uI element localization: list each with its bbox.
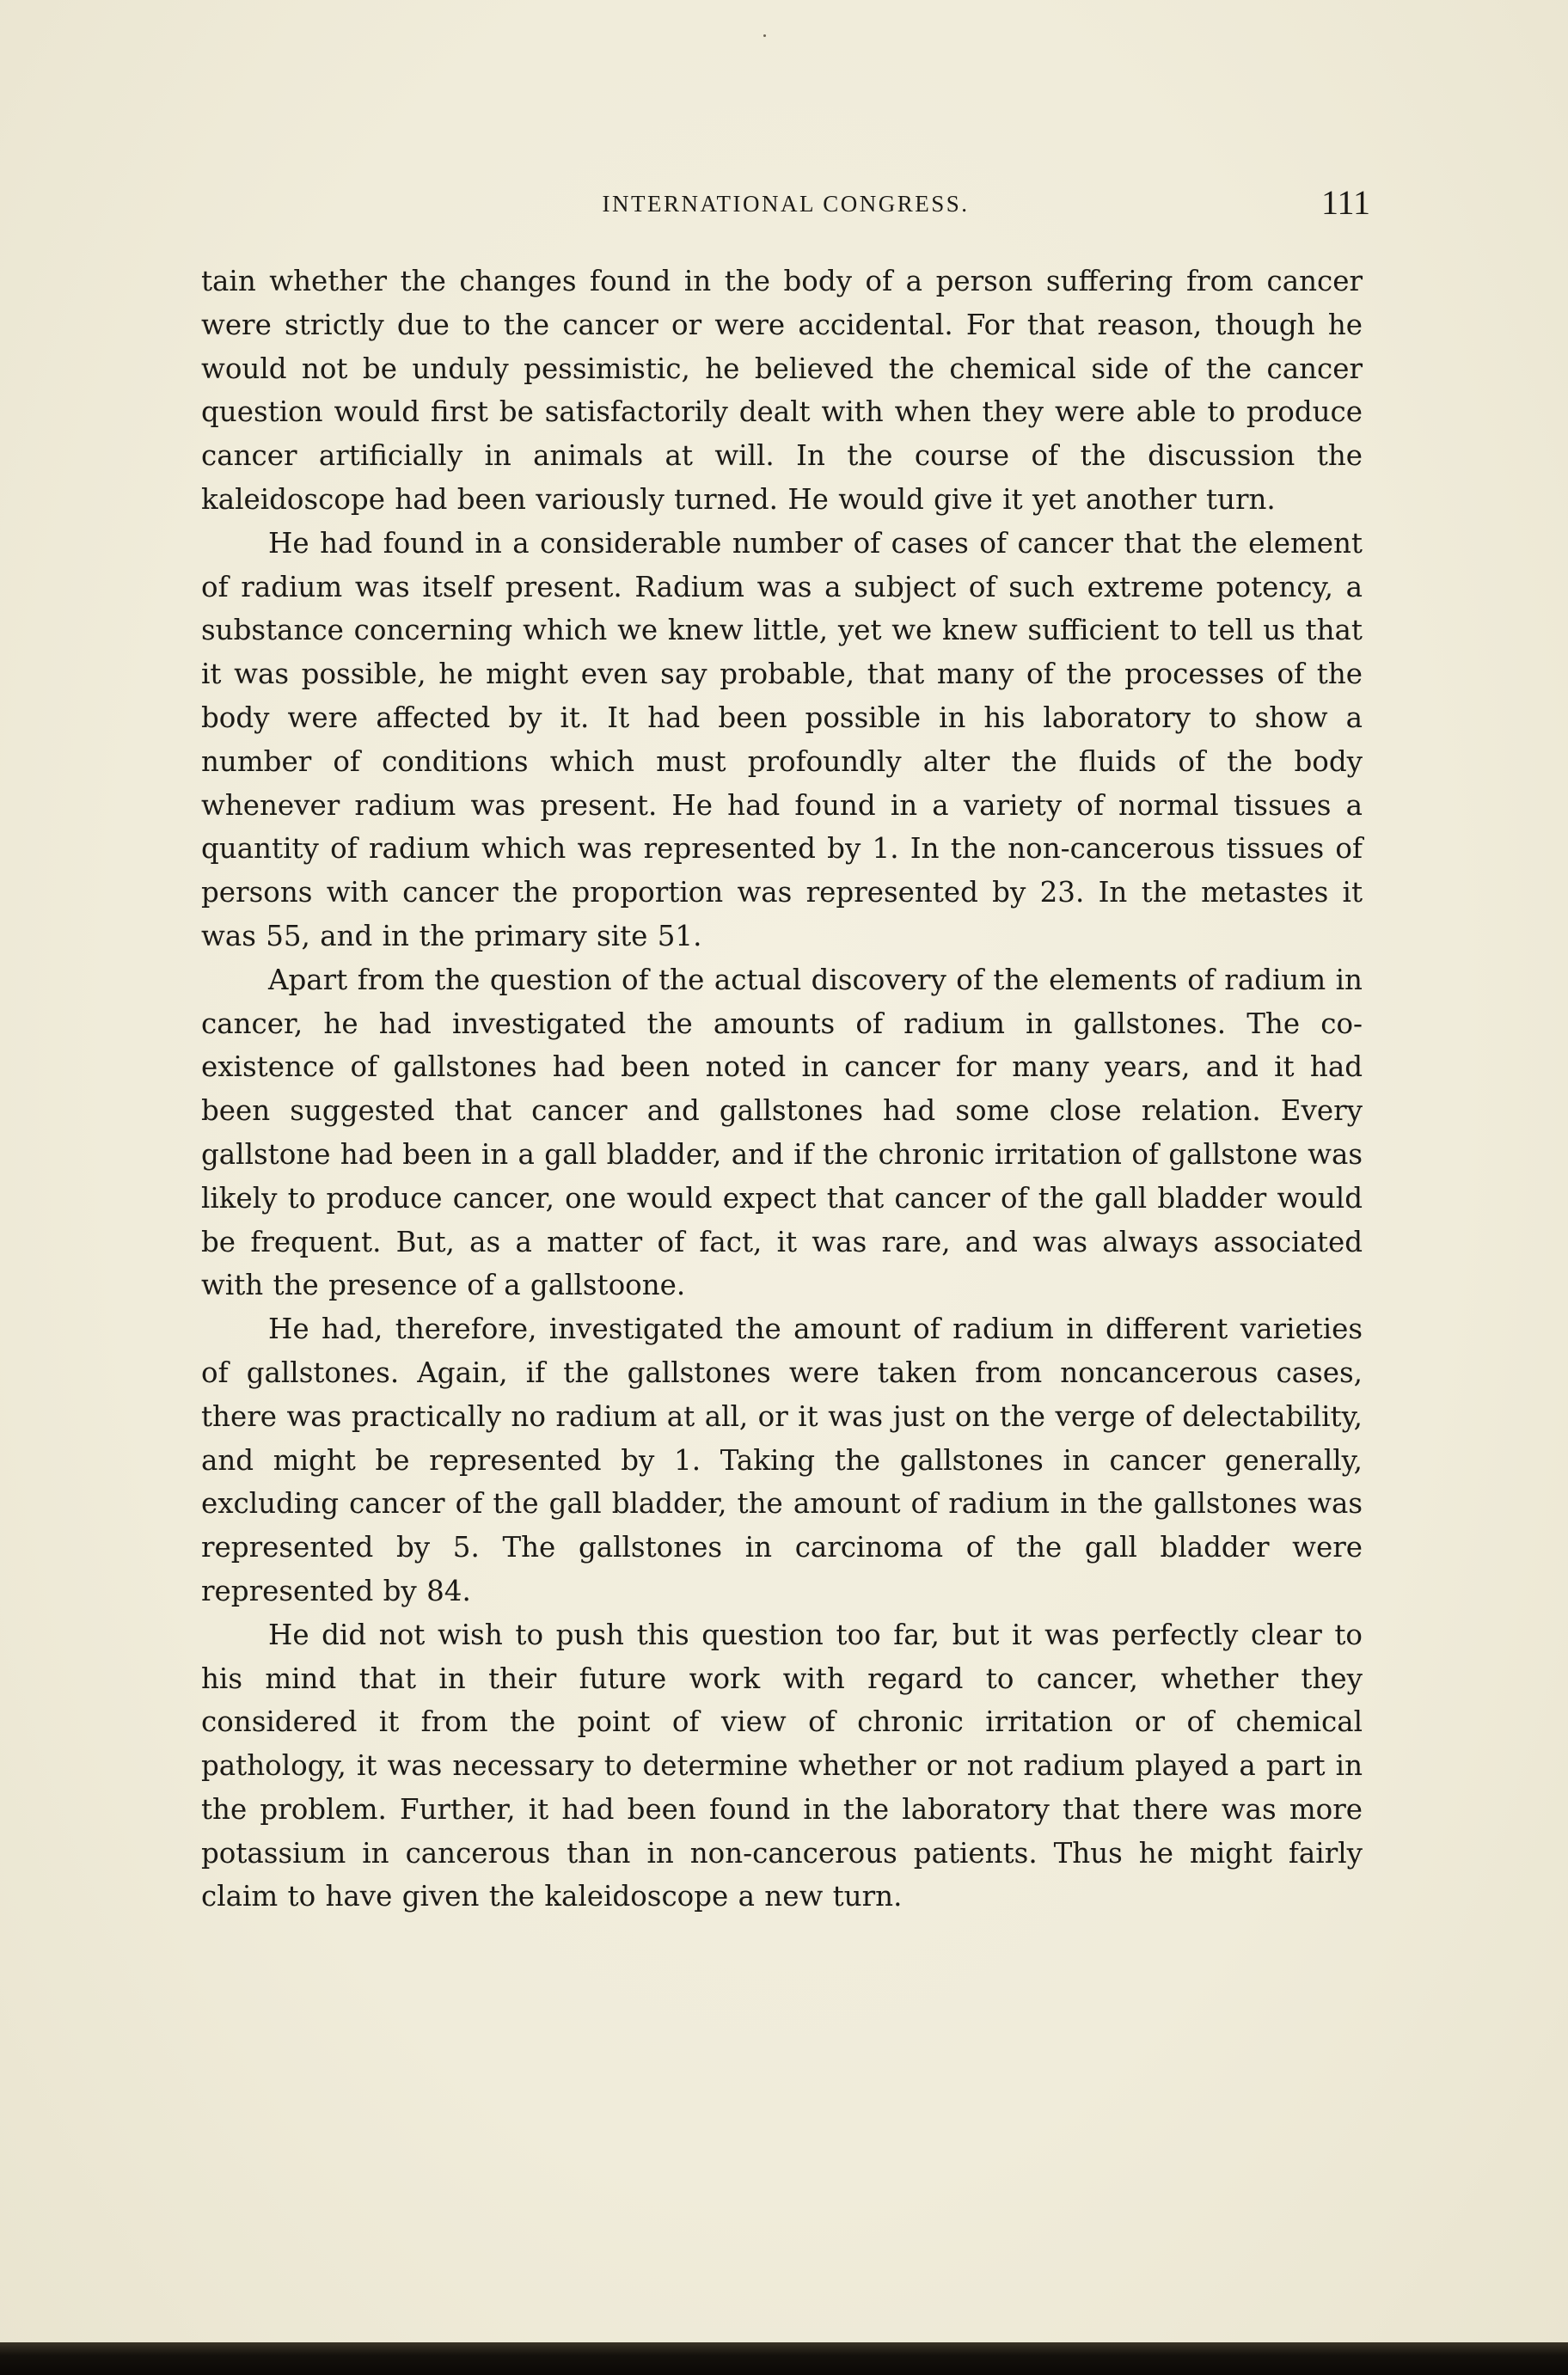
paragraph-conclusion: He did not wish to push this question too far, but it was perfectly clear to his mind that in their future work with regard to cancer, whether they considered it from the point of view of chronic irritation or of chemical pathology, it was necessary to determine whether or not radium played a part in the problem. Further, it had been found in the laboratory that there was more potassium in cancerous than in non-cancerous patients. Thus he might fairly claim to have given the kaleidoscope a new turn. — [201, 1618, 1363, 1913]
paragraph-gallstones: Apart from the question of the actual discovery of the elements of radium in cancer, he had investigated the amounts of radium in gallstones. The co-existence of gallstones had been noted in cancer for many years, and it had been suggested that cancer and gallstones had some close relation. Every gallstone had been in a gall bladder, and if the chronic irritation of gallstone was likely to produce cancer, one would expect that cancer of the gall bladder would be frequent. But, as a matter of fact, it was rare, and was always associated with the presence of a gallstoone. — [201, 963, 1363, 1302]
paper-speck — [763, 34, 766, 37]
paragraph-gallstone-varieties: He had, therefore, investigated the amount of radium in different varieties of gallstones. Again, if the gallstones were taken from noncancerous cases, there was practically no radium at all, or it was just on the verge of delectability, and might be represented by 1. Taking the gallstones in cancer generally, excluding cancer of the gall bladder, the amount of radium in the gallstones was represented by 5. The gallstones in carcinoma of the gall bladder were represented by 84. — [201, 1313, 1363, 1607]
paragraph-radium-element: He had found in a considerable number of cases of cancer that the element of radium was itself present. Radium was a subject of such extreme potency, a substance concerning which we knew little, yet we knew sufficient to tell us that it was possible, he might even say probable, that many of the processes of the body were affected by it. It had been possible in his laboratory to show a number of conditions which must profoundly alter the fluids of the body whenever radium was present. He had found in a variety of normal tissues a quantity of radium which was represented by 1. In the non-cancerous tissues of persons with cancer the proportion was represented by 23. In the metastes it was 55, and in the primary site 51. — [201, 526, 1363, 952]
page-header — [201, 182, 1370, 230]
paragraph-continuation: tain whether the changes found in the body of a person suffering from cancer were strictly due to the cancer or were accidental. For that reason, though he would not be unduly pessimistic, he believed the chemical side of the cancer question would first be satisfactorily dealt with when they were able to produce cancer artificially in animals at will. In the course of the discussion the kaleidoscope had been variously turned. He would give it yet another turn. — [201, 265, 1363, 516]
running-title: INTERNATIONAL CONGRESS. — [602, 191, 970, 217]
body-text — [201, 260, 1363, 1919]
page-number: 111 — [1320, 183, 1370, 222]
page-bottom-edge — [0, 2342, 1568, 2375]
